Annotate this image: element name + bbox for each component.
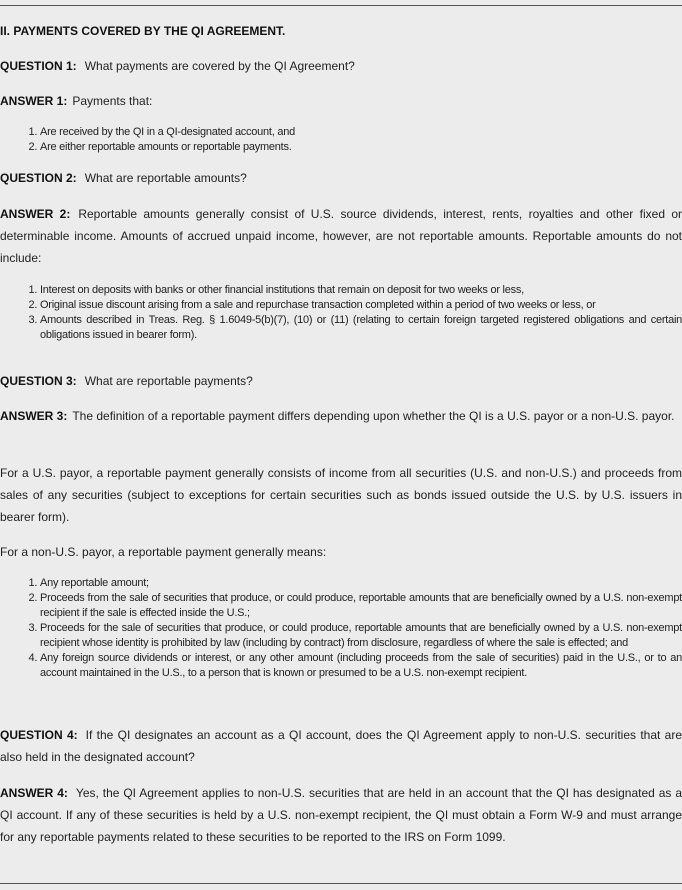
list-item: 1. Any reportable amount; [40, 576, 682, 591]
top-divider [0, 5, 682, 6]
answer-3-paragraph-2: For a non-U.S. payor, a reportable payment generally means: [0, 545, 327, 559]
question-4: QUESTION 4: If the QI designates an account as a QI account, does the QI Agreement apply to non-U.S. securities that are also held in the designated account? [0, 728, 682, 764]
list-item: 2. Proceeds from the sale of securities that produce, or could produce, reportable amounts that are beneficially owned by a U.S. non-exempt recipient if the sale is effected inside the U.S.; [40, 591, 682, 621]
answer-2: ANSWER 2: Reportable amounts generally consist of U.S. source dividends, interest, rents, royalties and other fixed or determinable income. Amounts of accrued unpaid income, however, are not reportable amounts. Reportable amounts do not include: [0, 207, 682, 265]
list-item: 2. Are either reportable amounts or reportable payments. [40, 140, 682, 155]
list-item: 1. Are received by the QI in a QI-designated account, and [40, 125, 682, 140]
list-item: 4. Any foreign source dividends or interest, or any other amount (including proceeds from the sale of securities) paid in the U.S., or to an account maintained in the U.S., to a person that is known or presumed to be a U.S. non-exempt recipient. [40, 651, 682, 681]
answer-3-paragraph-1: For a U.S. payor, a reportable payment generally consists of income from all securities (U.S. and non-U.S.) and proceeds from sales of any securities (subject to exceptions for certain securities such as bonds issued outside the U.S. by U.S. issuers in bearer form). [0, 466, 682, 524]
answer-2-list [0, 283, 682, 343]
section-title: II. PAYMENTS COVERED BY THE QI AGREEMENT. [0, 24, 286, 38]
answer-1-list [0, 125, 682, 155]
answer-4: ANSWER 4: Yes, the QI Agreement applies to non-U.S. securities that are held in an account that the QI has designated as a QI account. If any of these securities is held by a U.S. non-exempt recipient, the QI must obtain a Form W-9 and must arrange for any reportable payments related to these securities to be reported to the IRS on Form 1099. [0, 786, 682, 844]
answer-1: ANSWER 1: Payments that: [0, 94, 153, 108]
bottom-divider [0, 883, 682, 884]
question-2: QUESTION 2: What are reportable amounts? [0, 171, 247, 185]
list-item: 3. Proceeds for the sale of securities that produce, or could produce, reportable amounts that are beneficially owned by a U.S. non-exempt recipient whose identity is prohibited by law (including by contract) from disclosure, regardless of where the sale is effected; and [40, 621, 682, 651]
question-3: QUESTION 3: What are reportable payments? [0, 374, 253, 388]
list-item: 1. Interest on deposits with banks or other financial institutions that remain on deposit for two weeks or less, [40, 283, 682, 298]
answer-3: ANSWER 3: The definition of a reportable payment differs depending upon whether the QI is a U.S. payor or a non-U.S. payor. [0, 409, 675, 423]
answer-3-list [0, 576, 682, 681]
list-item: 2. Original issue discount arising from a sale and repurchase transaction completed within a period of two weeks or less, or [40, 298, 682, 313]
list-item: 3. Amounts described in Treas. Reg. § 1.6049-5(b)(7), (10) or (11) (relating to certain foreign targeted registered obligations and certain obligations issued in bearer form). [40, 313, 682, 343]
question-1: QUESTION 1: What payments are covered by the QI Agreement? [0, 59, 355, 73]
